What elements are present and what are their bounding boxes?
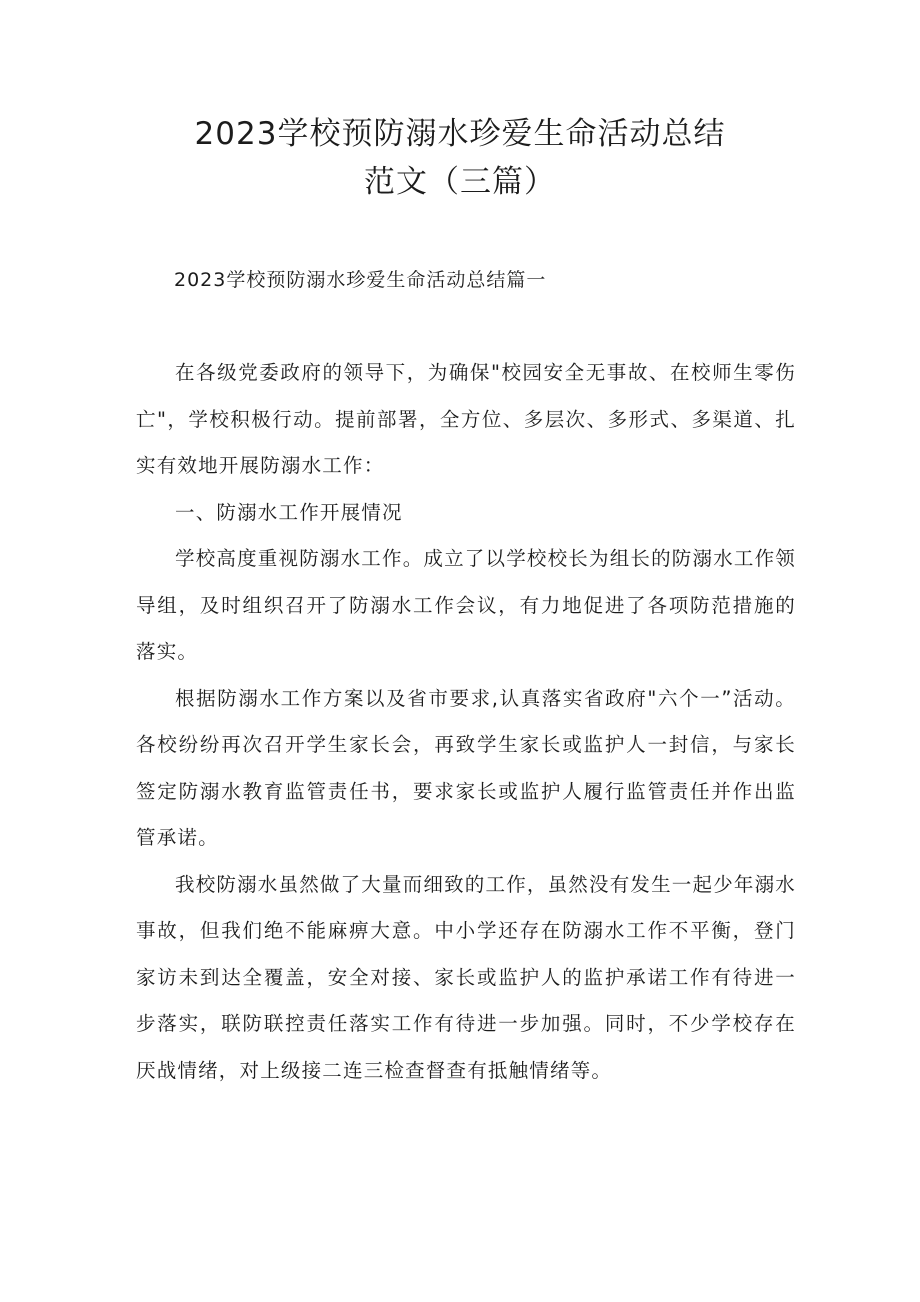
document-title <box>0 110 920 206</box>
paragraph-heading-1: 一、防溺水工作开展情况 <box>175 500 403 524</box>
paragraph-3: 根据防溺水工作方案以及省市要求,认真落实省政府"六个一”活动。各校纷纷再次召开学生家长会，再致学生家长或监护人一封信，与家长签定防溺水教育监管责任书，要求家长或监护人履行监管责任并作出监管承诺。 <box>136 686 796 849</box>
section-title: 2023学校预防溺水珍爱生命活动总结篇一 <box>174 269 547 291</box>
document-body <box>136 350 796 1094</box>
paragraph-2: 学校高度重视防溺水工作。成立了以学校校长为组长的防溺水工作领导组，及时组织召开了防溺水工作会议，有力地促进了各项防范措施的落实。 <box>136 547 797 663</box>
paragraph-4: 我校防溺水虽然做了大量而细致的工作，虽然没有发生一起少年溺水事故，但我们绝不能麻痹大意。中小学还存在防溺水工作不平衡，登门家访未到达全覆盖，安全对接、家长或监护人的监护承诺工作有待进一步落实，联防联控责任落实工作有待进一步加强。同时，不少学校存在厌战情绪，对上级接二连三检查督查有抵触情绪等。 <box>136 872 797 1082</box>
title-line-2: 范文（三篇） <box>364 164 556 200</box>
title-line-1: 2023学校预防溺水珍爱生命活动总结 <box>194 116 726 152</box>
paragraph-intro: 在各级党委政府的领导下，为确保"校园安全无事故、在校师生零伤亡"，学校积极行动。提前部署，全方位、多层次、多形式、多渠道、扎实有效地开展防溺水工作： <box>136 361 796 477</box>
